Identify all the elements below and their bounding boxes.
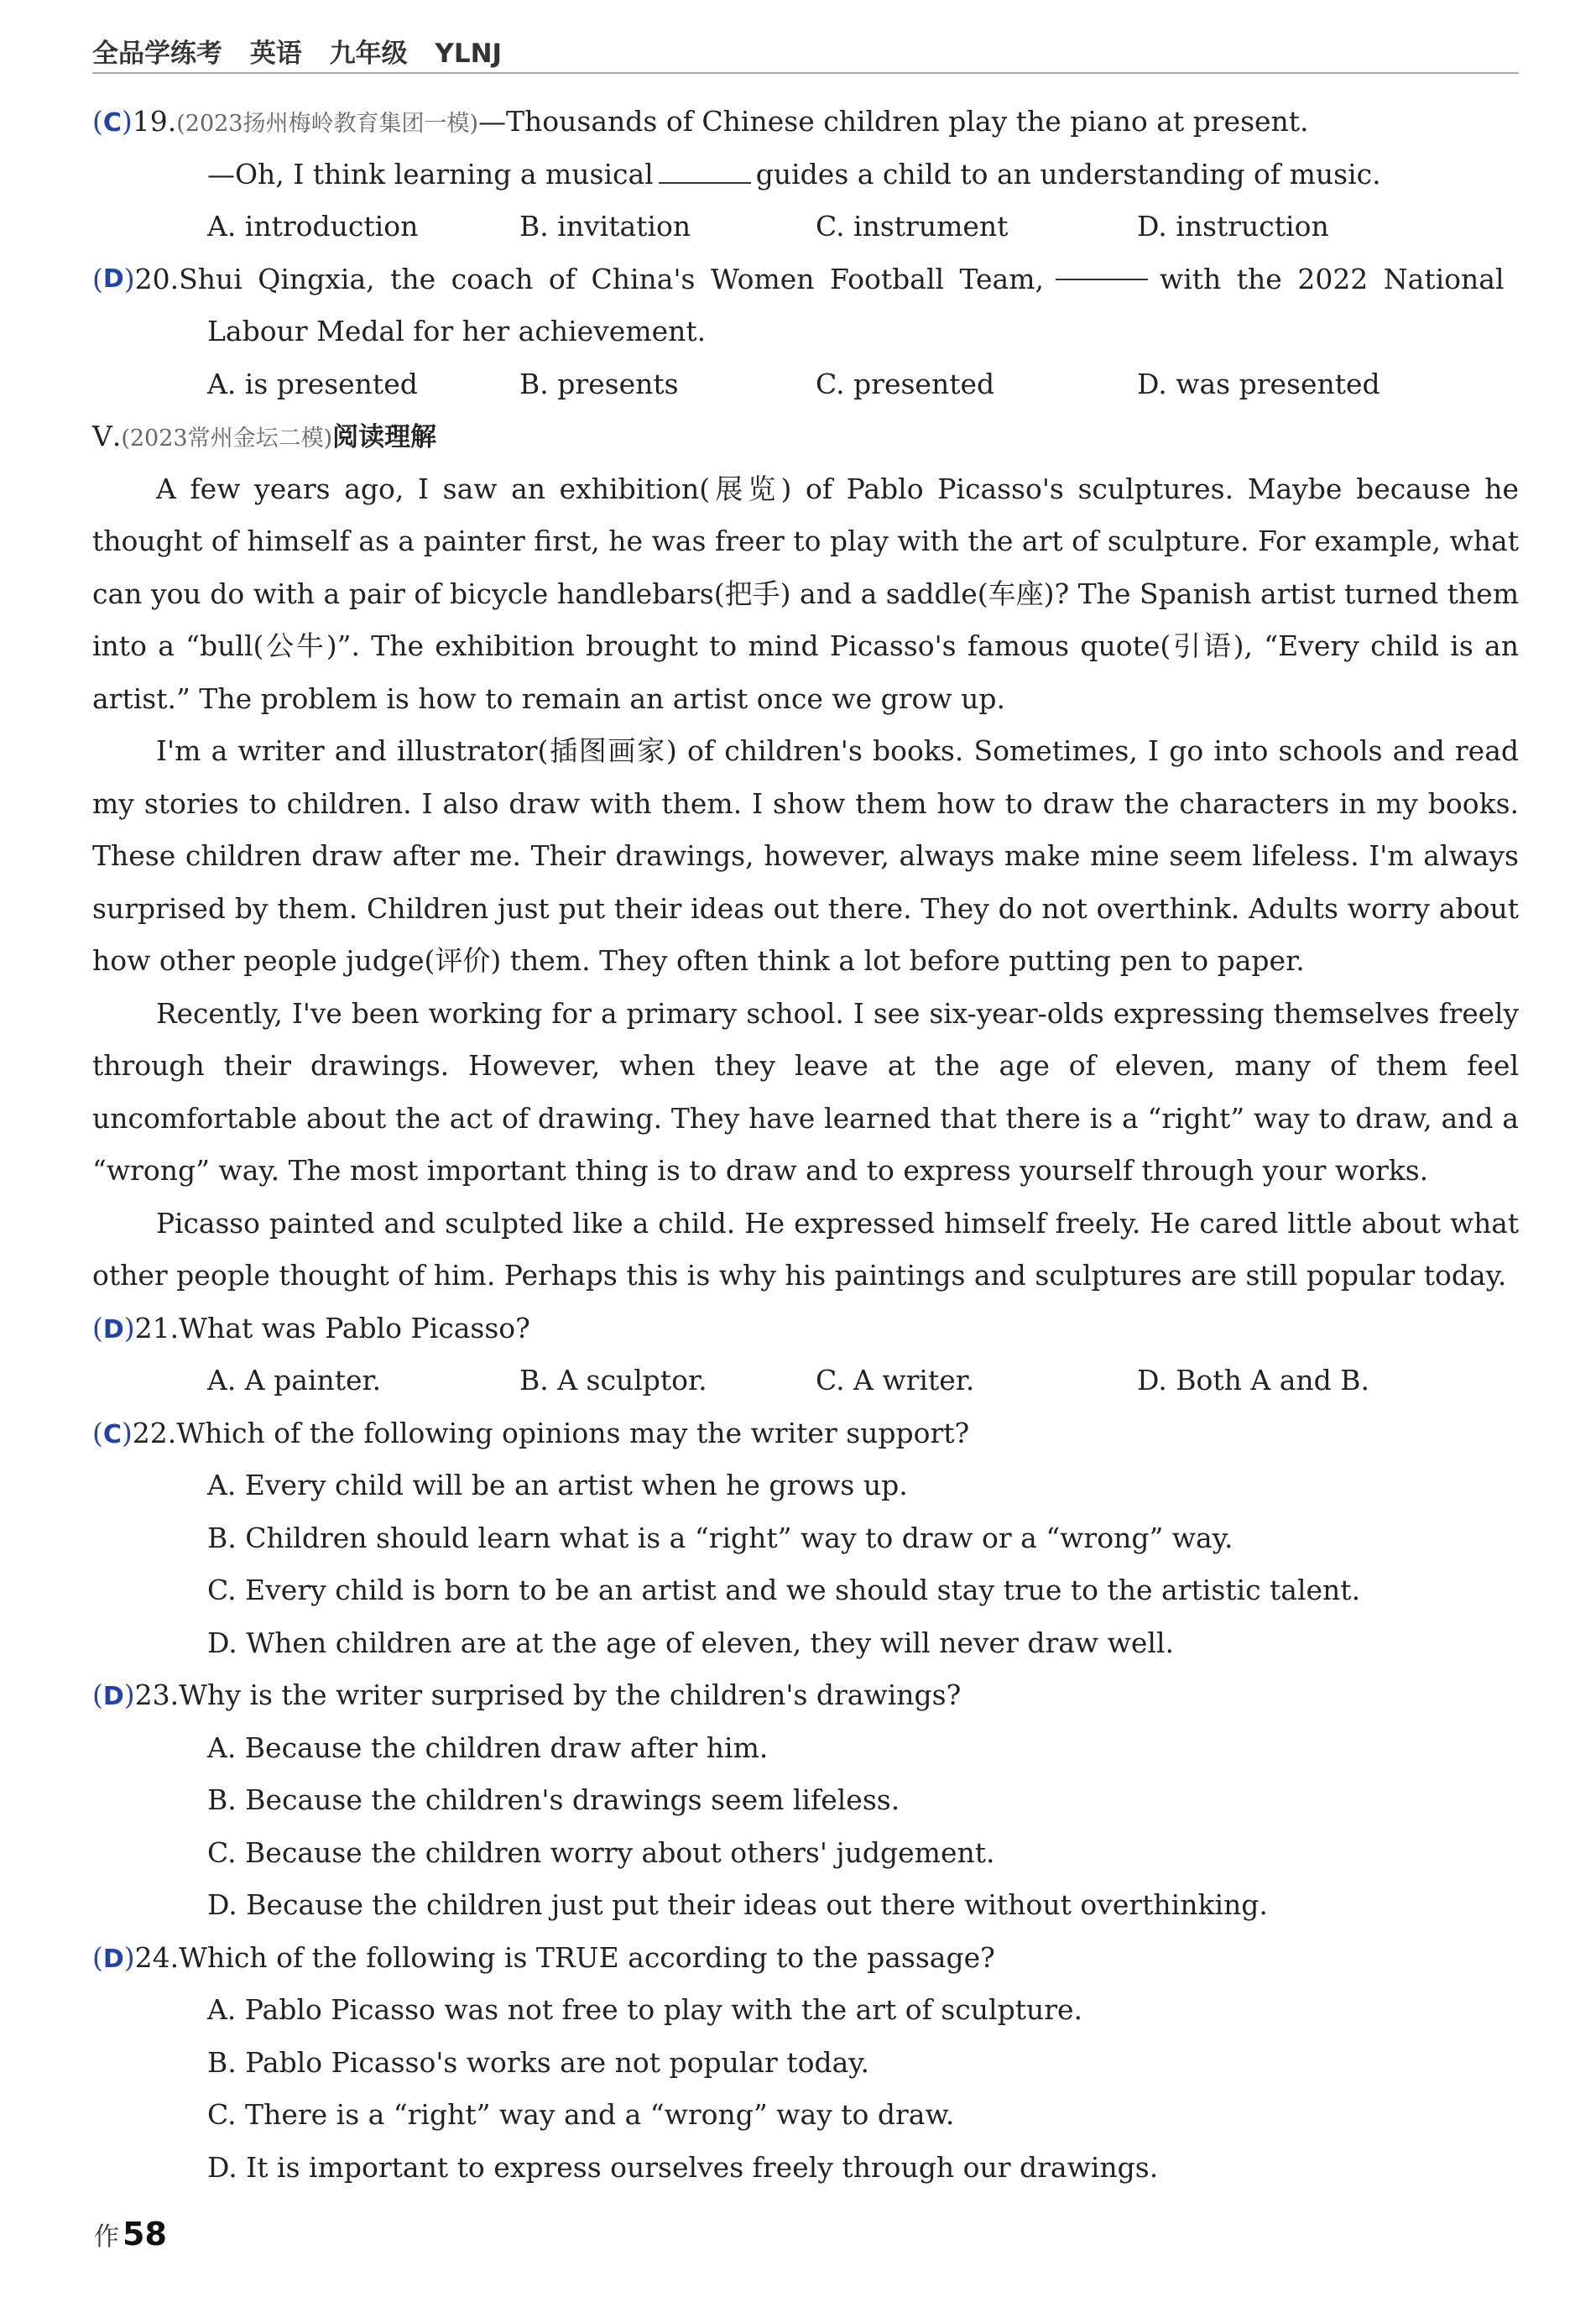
question-21: (D)21.What was Pablo Picasso? — [92, 1311, 530, 1344]
option-b: B. Children should learn what is a “right” way to draw or a “wrong” way. — [207, 1521, 1234, 1554]
question-number-24: 24. — [134, 1940, 180, 1974]
question-stem-24: Which of the following is TRUE according to the passage? — [179, 1940, 995, 1974]
question-stem-23: Why is the writer surprised by the children's drawings? — [179, 1678, 962, 1711]
option-d: D. Because the children just put their ideas out there without overthinking. — [207, 1888, 1268, 1921]
option-d: D. was presented — [1137, 367, 1380, 400]
options-20 — [92, 358, 1519, 411]
option-b: B. Pablo Picasso's works are not popular today. — [207, 2045, 870, 2079]
passage-line: other people thought of him. Perhaps this is why his paintings and sculptures are still popular today. — [92, 1259, 1507, 1292]
footer-prefix: 作 — [94, 2222, 119, 2252]
passage-line: Recently, I've been working for a primary school. I see six-year-olds expressing themselves freely — [156, 997, 1519, 1030]
options-19 — [92, 201, 1519, 253]
header-edition: YLNJ — [435, 39, 503, 69]
passage-line: surprised by them. Children just put their ideas out there. They do not overthink. Adults worry about — [92, 891, 1519, 925]
option-b: B. Because the children's drawings seem lifeless. — [207, 1783, 900, 1816]
answer-21: D — [102, 1314, 124, 1344]
passage-line: through their drawings. However, when they leave at the age of eleven, many of them feel — [92, 1049, 1519, 1082]
option-a: A. Pablo Picasso was not free to play with the art of sculpture. — [207, 1993, 1083, 2026]
page-header — [92, 32, 1519, 70]
option-c: C. A writer. — [816, 1364, 975, 1397]
page-footer — [94, 2216, 167, 2253]
option-c: C. Every child is born to be an artist and we should stay true to the artistic talent. — [207, 1574, 1361, 1606]
main-content — [92, 96, 1519, 2194]
question-24: (D)24.Which of the following is TRUE according to the passage? — [92, 1940, 995, 1974]
passage-line: thought of himself as a painter first, he was freer to play with the art of sculpture. For example, what — [92, 525, 1519, 557]
passage-line: These children draw after me. Their drawings, however, always make mine seem lifeless. I'm always — [92, 839, 1519, 872]
answer-20: D — [102, 264, 124, 294]
section-numeral: Ⅴ. — [92, 420, 122, 452]
answer-blank — [659, 157, 751, 184]
passage-paragraph-1 — [92, 463, 1519, 726]
answer-blank — [1056, 253, 1148, 280]
option-d: D. It is important to express ourselves freely through our drawings. — [207, 2150, 1159, 2184]
passage-line: my stories to children. I also draw with them. I show them how to draw the characters in my books. — [92, 786, 1519, 820]
question-20: ( D ) 20. Shui Qingxia, the coach of China's Women Football Team, with the 2022 National — [92, 253, 1519, 306]
passage-line: artist.” The problem is how to remain an artist once we grow up. — [92, 681, 1006, 715]
passage-line: into a “bull(公牛)”. The exhibition brought to mind Picasso's famous quote(引语), “Every child is an — [92, 629, 1519, 662]
passage-line: A few years ago, I saw an exhibition(展览) of Pablo Picasso's sculptures. Maybe because he — [156, 472, 1519, 505]
question-number-23: 23. — [134, 1678, 180, 1711]
header-subject: 英语 — [249, 39, 302, 69]
option-a: A. Because the children draw after him. — [207, 1731, 769, 1764]
section-heading — [92, 410, 1519, 463]
option-c: C. instrument — [816, 210, 1009, 243]
option-c: C. presented — [816, 367, 995, 400]
question-stem-22: Which of the following opinions may the writer support? — [176, 1416, 970, 1449]
option-a: A. A painter. — [207, 1364, 382, 1397]
passage-line: how other people judge(评价) them. They often think a lot before putting pen to paper. — [92, 944, 1305, 977]
option-a: A. introduction — [207, 210, 419, 243]
option-b: B. A sculptor. — [519, 1364, 707, 1397]
question-number-19: 19. — [132, 105, 177, 138]
question-source-19: (2023扬州梅岭教育集团一模) — [176, 111, 479, 137]
page-number: 58 — [123, 2216, 167, 2253]
header-grade: 九年级 — [329, 39, 408, 69]
header-brand: 全品学练考 — [92, 39, 222, 69]
option-d: D. instruction — [1137, 210, 1329, 243]
question-stem-19a: —Thousands of Chinese children play the piano at present. — [478, 105, 1309, 138]
question-number-20: 20. — [134, 262, 180, 295]
passage-line: can you do with a pair of bicycle handlebars(把手) and a saddle(车座)? The Spanish artist turned them — [92, 577, 1519, 610]
option-b: B. invitation — [519, 210, 691, 243]
question-stem-20a-part1: Shui Qingxia, the coach of China's Women Football Team, — [179, 262, 1044, 295]
question-number-22: 22. — [132, 1416, 177, 1449]
answer-19: C — [102, 108, 122, 138]
section-source: (2023常州金坛二模) — [121, 425, 333, 452]
option-c: C. There is a “right” way and a “wrong” way to draw. — [207, 2098, 955, 2131]
passage-paragraph-2 — [92, 725, 1519, 988]
passage-paragraph-4 — [92, 1198, 1519, 1303]
question-19: (C)19.(2023扬州梅岭教育集团一模)—Thousands of Chinese children play the piano at present. — [92, 105, 1309, 138]
question-22: (C)22.Which of the following opinions may the writer support? — [92, 1416, 970, 1449]
question-23: (D)23.Why is the writer surprised by the children's drawings? — [92, 1678, 962, 1711]
option-a: A. is presented — [207, 367, 418, 400]
option-a: A. Every child will be an artist when he grows up. — [207, 1469, 908, 1501]
question-stem-21: What was Pablo Picasso? — [179, 1311, 530, 1344]
passage-line: uncomfortable about the act of drawing. They have learned that there is a “right” way to draw, and a — [92, 1101, 1519, 1135]
answer-23: D — [102, 1682, 124, 1711]
option-d: D. Both A and B. — [1137, 1364, 1369, 1397]
options-21 — [92, 1355, 1519, 1407]
passage-paragraph-3 — [92, 988, 1519, 1198]
question-stem-19b-part1: —Oh, I think learning a musical — [207, 157, 654, 191]
option-d: D. When children are at the age of eleven, they will never draw well. — [207, 1626, 1175, 1659]
section-title: 阅读理解 — [332, 422, 437, 452]
question-number-21: 21. — [134, 1311, 180, 1344]
question-stem-19b-part2: guides a child to an understanding of music. — [755, 157, 1381, 191]
question-stem-20a-part2: with the 2022 National — [1159, 262, 1505, 295]
answer-24: D — [102, 1944, 124, 1974]
header-divider — [92, 72, 1519, 74]
option-b: B. presents — [519, 367, 679, 400]
option-c: C. Because the children worry about others' judgement. — [207, 1835, 995, 1869]
question-20-line-2: Labour Medal for her achievement. — [207, 315, 707, 347]
answer-22: C — [102, 1419, 122, 1449]
passage-line: Picasso painted and sculpted like a child. He expressed himself freely. He cared little about what — [156, 1207, 1519, 1240]
question-19-line-2 — [92, 149, 1519, 201]
passage-line: “wrong” way. The most important thing is to draw and to express yourself through your works. — [92, 1154, 1429, 1187]
passage-line: I'm a writer and illustrator(插图画家) of children's books. Sometimes, I go into schools and read — [156, 734, 1519, 767]
